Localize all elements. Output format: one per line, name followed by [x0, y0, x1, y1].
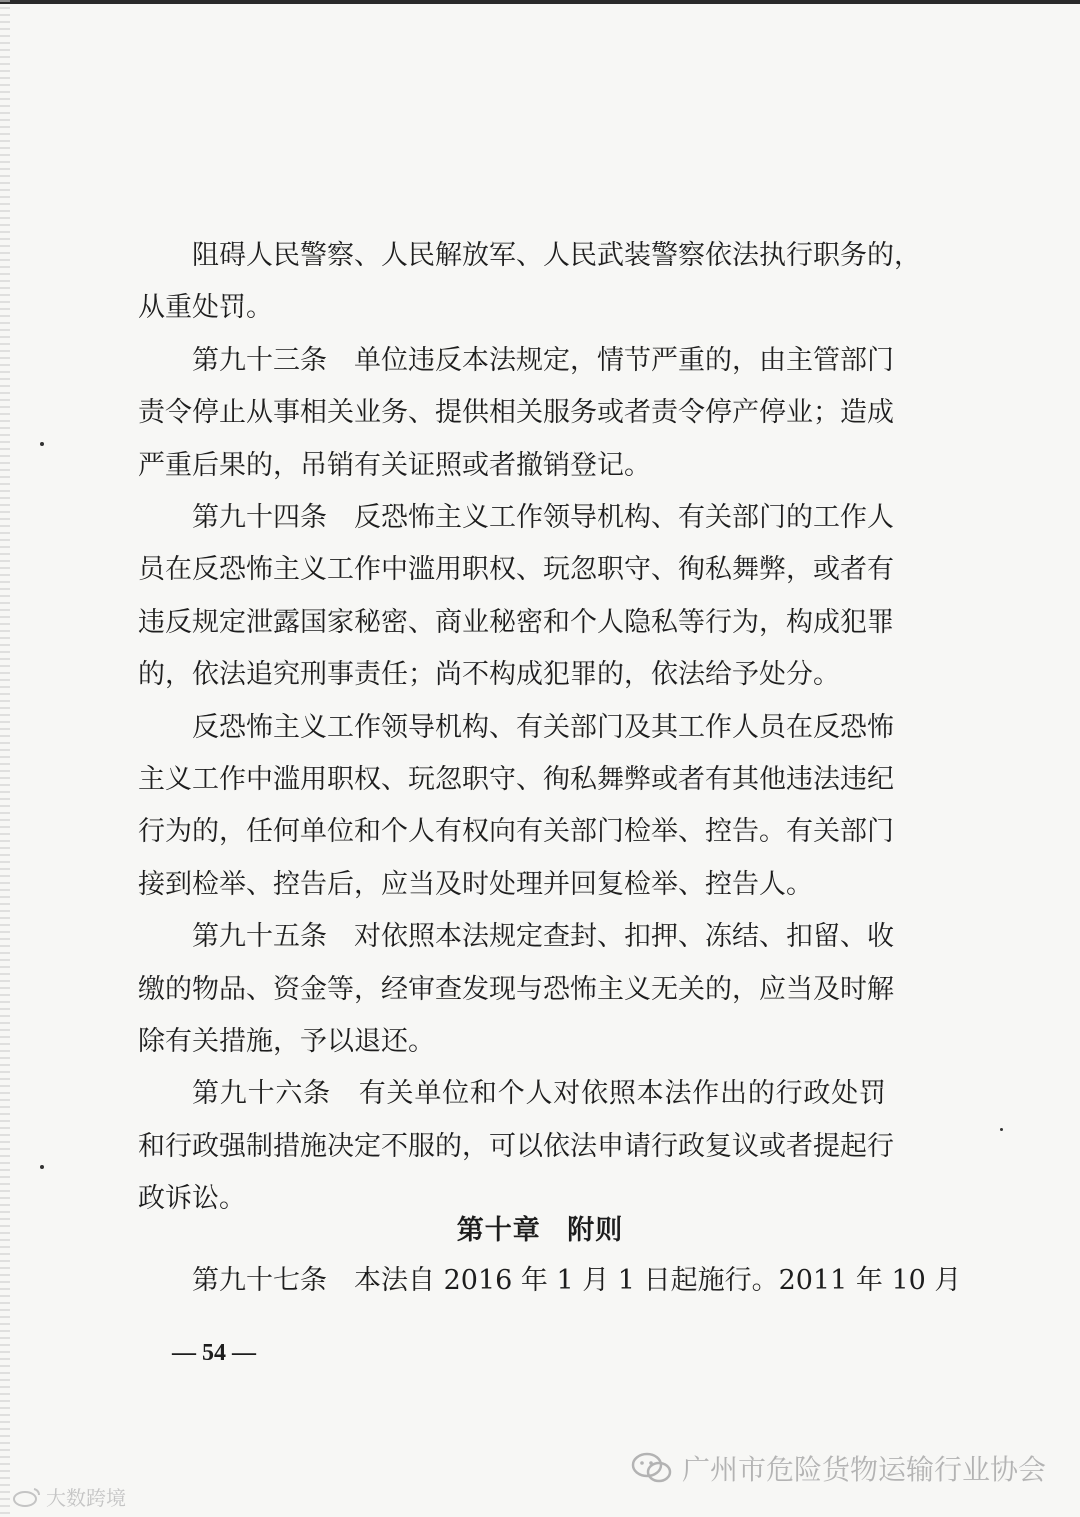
text-line: 和行政强制措施决定不服的，可以依法申请行政复议或者提起行	[138, 1130, 894, 1162]
page-top-border	[0, 0, 1080, 4]
text-line: 第九十四条 反恐怖主义工作领导机构、有关部门的工作人	[192, 502, 894, 533]
chapter-title-text: 附则	[567, 1215, 624, 1246]
text-line: 除有关措施，予以退还。	[138, 1026, 435, 1057]
chapter-heading	[0, 1205, 1080, 1257]
scan-speck	[40, 442, 44, 446]
text-line: 严重后果的，吊销有关证照或者撤销登记。	[138, 449, 651, 481]
text-line: 员在反恐怖主义工作中滥用职权、玩忽职守、徇私舞弊，或者有	[138, 554, 894, 586]
scan-speck	[40, 1165, 44, 1169]
text-line: 行为的，任何单位和个人有权向有关部门检举、控告。有关部门	[138, 816, 894, 848]
text-line: 第九十五条 对依照本法规定查封、扣押、冻结、扣留、收	[192, 921, 894, 953]
corner-watermark	[12, 1482, 126, 1511]
scan-speck	[1000, 1128, 1003, 1131]
text-line: 接到检举、控告后，应当及时处理并回复检举、控告人。	[138, 868, 813, 900]
text-line: 缴的物品、资金等，经审查发现与恐怖主义无关的，应当及时解	[138, 973, 894, 1005]
page-number: — 54 —	[172, 1340, 256, 1366]
corner-watermark-text: 大数跨境	[46, 1486, 126, 1510]
text-line: 政诉讼。	[138, 1183, 246, 1215]
text-line: 第九十三条 单位违反本法规定，情节严重的，由主管部门	[192, 344, 894, 376]
text-line: 责令停止从事相关业务、提供相关服务或者责令停产停业；造成	[138, 397, 894, 429]
watermark-org-name: 广州市危险货物运输行业协会	[681, 1453, 1046, 1486]
final-article-line: 第九十七条 本法自 2016 年 1 月 1 日起施行。2011 年 10 月	[192, 1265, 962, 1296]
scan-edge	[0, 0, 10, 1517]
text-line: 主义工作中滥用职权、玩忽职守、徇私舞弊或者有其他违法违纪	[138, 764, 894, 795]
source-watermark	[630, 1448, 1046, 1488]
text-line: 反恐怖主义工作领导机构、有关部门及其工作人员在反恐怖	[192, 711, 894, 743]
text-line: 的，依法追究刑事责任；尚不构成犯罪的，依法给予处分。	[138, 659, 840, 691]
text-line: 违反规定泄露国家秘密、商业秘密和个人隐私等行为，构成犯罪	[138, 606, 894, 638]
weibo-icon	[12, 1486, 42, 1508]
text-line: 阻碍人民警察、人民解放军、人民武装警察依法执行职务的，	[192, 240, 921, 271]
chapter-number: 第十章	[456, 1215, 541, 1246]
text-line: 从重处罚。	[138, 292, 273, 324]
text-line: 第九十六条 有关单位和个人对依照本法作出的行政处罚	[192, 1078, 886, 1110]
wechat-icon	[630, 1451, 674, 1485]
